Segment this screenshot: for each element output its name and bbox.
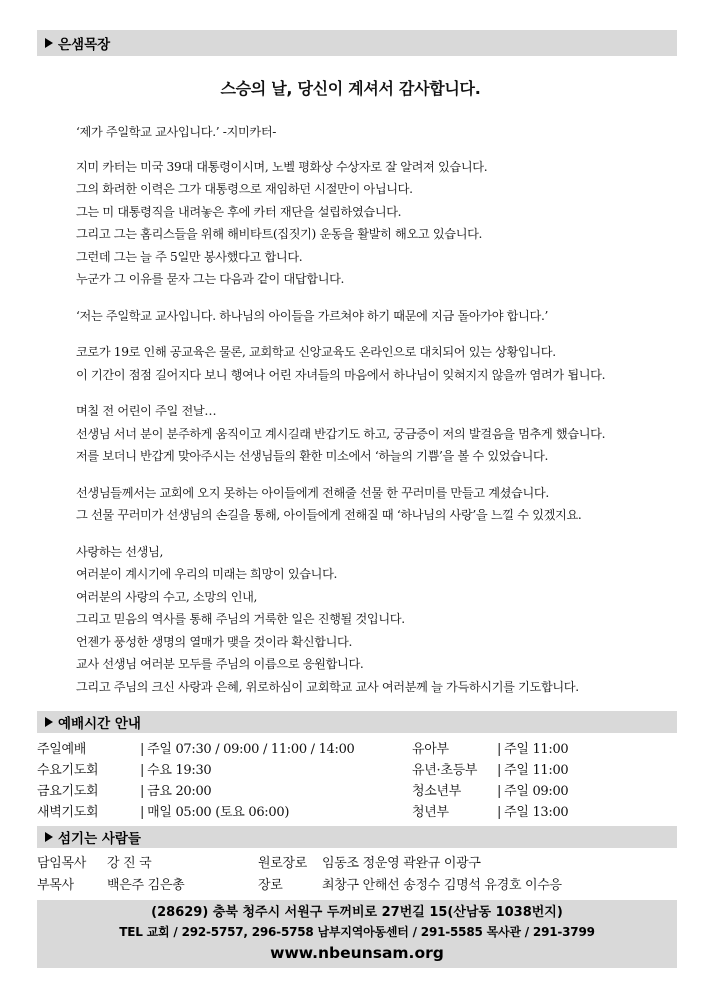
church-address: (28629) 충북 청주시 서원구 두꺼비로 27번길 15(산남동 1038번지) bbox=[151, 905, 563, 920]
article-line: 그리고 믿음의 역사를 통해 주님의 거룩한 일은 진행될 것입니다. bbox=[76, 612, 405, 626]
article-line: 그의 화려한 이력은 그가 대통령으로 재임하던 시절만이 아닙니다. bbox=[76, 182, 413, 196]
article-paragraph bbox=[76, 305, 646, 328]
pastors-list bbox=[37, 853, 184, 897]
triangle-right-icon bbox=[45, 717, 53, 727]
servant-role: 담임목사 bbox=[37, 856, 87, 871]
servant-role: 장로 bbox=[258, 878, 283, 893]
article-line: 이 기간이 점점 길어지다 보니 행여나 어린 자녀들의 마음에서 하나님이 잊혀지지 않을까 염려가 됩니다. bbox=[76, 367, 606, 382]
section-header-worship-times bbox=[37, 711, 677, 733]
section-header-label: 섬기는 사람들 bbox=[58, 831, 141, 847]
servant-names: 백은주 김은총 bbox=[107, 878, 185, 893]
triangle-right-icon bbox=[45, 38, 53, 48]
article-line: 코로가 19로 인해 공교육은 물론, 교회학교 신앙교육도 온라인으로 대치되어 있는 상황입니다. bbox=[76, 345, 556, 359]
service-name: 새벽기도회 bbox=[37, 805, 99, 820]
article-line: 며칠 전 어린이 주일 전날… bbox=[76, 404, 217, 418]
article-line: 언젠가 풍성한 생명의 열매가 맺을 것이라 확신합니다. bbox=[76, 634, 352, 649]
schedule-row bbox=[412, 781, 568, 802]
article-paragraph bbox=[76, 482, 646, 527]
service-time: 수요 19:30 bbox=[147, 763, 212, 778]
article-line: 선생님 서너 분이 분주하게 움직이고 계시길래 반갑기도 하고, 궁금증이 저의 발걸음을 멈추게 했습니다. bbox=[76, 426, 606, 441]
article-line: 사랑하는 선생님, bbox=[76, 544, 164, 559]
elders-list bbox=[258, 853, 562, 897]
separator: | bbox=[497, 742, 502, 757]
separator: | bbox=[140, 742, 145, 757]
schedule-row bbox=[37, 739, 355, 760]
service-time: 주일 09:00 bbox=[504, 784, 569, 799]
schedule-row bbox=[37, 781, 355, 802]
article-line: 그런데 그는 늘 주 5일만 봉사했다고 합니다. bbox=[76, 249, 303, 264]
servant-names: 최창구 안해선 송정수 김명석 유경호 이수응 bbox=[322, 878, 562, 893]
article-paragraph bbox=[76, 121, 646, 144]
article-line: 누군가 그 이유를 묻자 그는 다음과 같이 대답합니다. bbox=[76, 272, 345, 286]
service-time: 주일 11:00 bbox=[504, 763, 569, 778]
schedule-row bbox=[37, 760, 355, 781]
service-name: 주일예배 bbox=[37, 742, 87, 757]
servant-names: 강 진 국 bbox=[107, 856, 152, 871]
article-paragraph bbox=[76, 156, 646, 291]
worship-schedule-youth bbox=[412, 739, 568, 823]
service-name: 청년부 bbox=[412, 805, 449, 820]
separator: | bbox=[497, 805, 502, 820]
church-website-link[interactable]: www.nbeunsam.org bbox=[270, 944, 444, 962]
article-paragraph bbox=[76, 341, 646, 386]
article-line: 그리고 그는 홈리스들을 위해 해비타트(집짓기) 운동을 활발히 해오고 있습니다. bbox=[76, 227, 483, 241]
separator: | bbox=[140, 763, 145, 778]
servant-row bbox=[258, 875, 562, 897]
schedule-row bbox=[412, 802, 568, 823]
section-header-servants bbox=[37, 826, 677, 848]
service-time: 주일 13:00 bbox=[504, 805, 569, 820]
article-line: 그리고 주님의 크신 사랑과 은혜, 위로하심이 교회학교 교사 여러분께 늘 가득하시기를 기도합니다. bbox=[76, 679, 579, 694]
article-line: 선생님들께서는 교회에 오지 못하는 아이들에게 전해줄 선물 한 꾸러미를 만들고 계셨습니다. bbox=[76, 485, 549, 500]
separator: | bbox=[140, 805, 145, 820]
worship-schedule-adult bbox=[37, 739, 355, 823]
separator: | bbox=[140, 784, 145, 799]
servant-row bbox=[37, 875, 184, 897]
service-time: 주일 07:30 / 09:00 / 11:00 / 14:00 bbox=[147, 742, 355, 757]
article-paragraph bbox=[76, 400, 646, 468]
servant-role: 원로장로 bbox=[258, 856, 308, 871]
separator: | bbox=[497, 784, 502, 799]
article-title: 스승의 날, 당신이 계셔서 감사합니다. bbox=[220, 79, 481, 98]
triangle-right-icon bbox=[45, 832, 53, 842]
servant-row bbox=[258, 853, 562, 875]
schedule-row bbox=[37, 802, 355, 823]
article-line: 여러분의 사랑의 수고, 소망의 인내, bbox=[76, 589, 258, 604]
schedule-row bbox=[412, 739, 568, 760]
section-header-label: 예배시간 안내 bbox=[58, 716, 141, 732]
service-time: 주일 11:00 bbox=[504, 742, 569, 757]
service-name: 청소년부 bbox=[412, 784, 462, 799]
church-contact-footer bbox=[37, 900, 677, 968]
article-line: 그 선물 꾸러미가 선생님의 손길을 통해, 아이들에게 전해질 때 ‘하나님의 사랑’을 느낄 수 있겠지요. bbox=[76, 508, 582, 522]
servant-names: 임동조 정운영 곽완규 이광구 bbox=[322, 856, 481, 871]
servant-row bbox=[37, 853, 184, 875]
service-time: 매일 05:00 (토요 06:00) bbox=[147, 805, 290, 820]
article-body bbox=[76, 121, 646, 712]
article-line: 교사 선생님 여러분 모두를 주님의 이름으로 응원합니다. bbox=[76, 657, 364, 671]
article-line: ‘제가 주일학교 교사입니다.’ -지미카터- bbox=[76, 125, 277, 139]
service-name: 유아부 bbox=[412, 742, 449, 757]
article-paragraph bbox=[76, 541, 646, 699]
service-name: 수요기도회 bbox=[37, 763, 99, 778]
article-line: 여러분이 계시기에 우리의 미래는 희망이 있습니다. bbox=[76, 567, 338, 581]
service-time: 금요 20:00 bbox=[147, 784, 212, 799]
section-header-label: 은샘목장 bbox=[58, 37, 111, 53]
article-line: 저를 보더니 반갑게 맞아주시는 선생님들의 환한 미소에서 ‘하늘의 기쁨’을 볼 수 있었습니다. bbox=[76, 449, 548, 463]
servant-role: 부목사 bbox=[37, 878, 74, 893]
article-line: 그는 미 대통령직을 내려놓은 후에 카터 재단을 설립하였습니다. bbox=[76, 204, 402, 219]
schedule-row bbox=[412, 760, 568, 781]
article-line: 지미 카터는 미국 39대 대통령이시며, 노벨 평화상 수상자로 잘 알려져 있습니다. bbox=[76, 159, 488, 174]
service-name: 유년·초등부 bbox=[412, 763, 478, 778]
separator: | bbox=[497, 763, 502, 778]
service-name: 금요기도회 bbox=[37, 784, 99, 799]
church-phone-numbers: TEL 교회 / 292-5757, 296-5758 남부지역아동센터 / 291-5585 목사관 / 291-3799 bbox=[119, 925, 595, 939]
section-header-pastor-corner bbox=[37, 30, 677, 56]
article-line: ‘저는 주일학교 교사입니다. 하나님의 아이들을 가르쳐야 하기 때문에 지금 돌아가야 합니다.’ bbox=[76, 308, 548, 323]
